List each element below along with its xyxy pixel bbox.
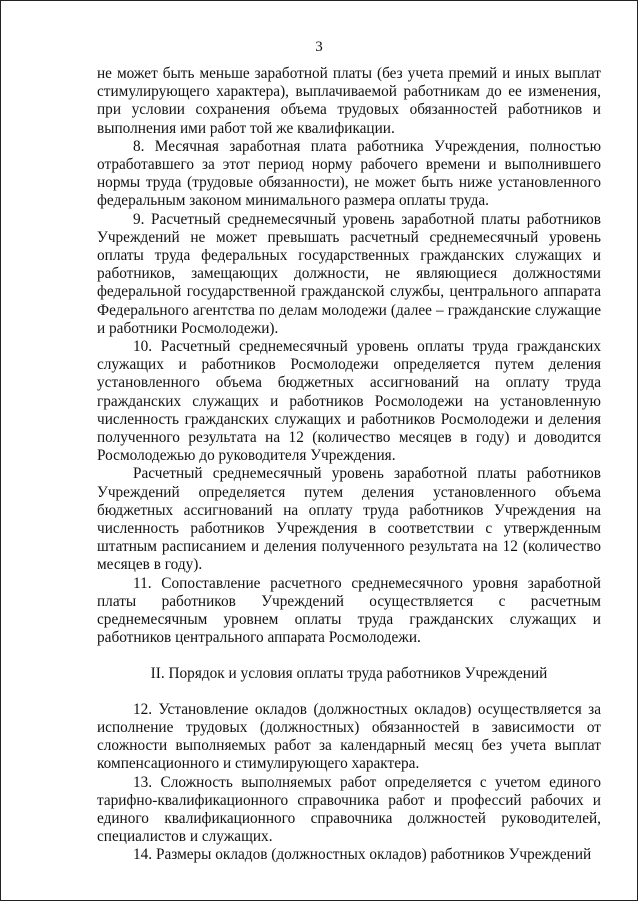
paragraph-13: 13. Сложность выполняемых работ определяется с учетом единого тарифно-квалификационного справочника работ и профессий рабочих и единого квалификационного справочника должностей руководителей, специалистов и служащих. — [97, 773, 601, 846]
paragraph-11: 11. Сопоставление расчетного среднемесячного уровня заработной платы работников Учреждений осуществляется с расчетным среднемесячным уровнем оплаты труда гражданских служащих и работников центрального аппарата Росмолодежи. — [97, 574, 601, 647]
paragraph-10-second: Расчетный среднемесячный уровень заработной платы работников Учреждений определяется путем деления установленного объема бюджетных ассигнований на оплату труда работников Учреждения на численность работников Учреждения в соответствии с утвержденным штатным расписанием и деления полученного результата на 12 (количество месяцев в году). — [97, 465, 601, 574]
paragraph-10: 10. Расчетный среднемесячный уровень оплаты труда гражданских служащих и работников Росмолодежи определяется путем деления установленного объема бюджетных ассигнований на оплату труда гражданских служащих и работников Росмолодежи на установленную численность гражданских служащих и работников Росмолодежи и деления полученного результата на 12 (количество месяцев в году) и доводится Росмолодежью до руководителя Учреждения. — [97, 338, 601, 465]
section-heading: II. Порядок и условия оплаты труда работников Учреждений — [150, 664, 548, 682]
paragraph-12: 12. Установление окладов (должностных окладов) осуществляется за исполнение трудовых (должностных) обязанностей в зависимости от сложности выполняемых работ за календарный месяц без учета выплат компенсационного и стимулирующего характера. — [97, 700, 601, 773]
document-body — [97, 65, 601, 865]
paragraph-8: 8. Месячная заработная плата работника Учреждения, полностью отработавшего за этот период норму рабочего времени и выполнившего нормы труда (трудовые обязанности), не может быть ниже установленного федеральным законом минимального размера оплаты труда. — [97, 137, 601, 210]
paragraph-14: 14. Размеры окладов (должностных окладов) работников Учреждений — [133, 846, 592, 864]
paragraph-continuation: не может быть меньше заработной платы (без учета премий и иных выплат стимулирующего характера), выплачиваемой работникам до ее изменения, при условии сохранения объема трудовых обязанностей работников и выполнения ими работ той же квалификации. — [97, 65, 601, 137]
page-number: 3 — [315, 39, 323, 55]
paragraph-9: 9. Расчетный среднемесячный уровень заработной платы работников Учреждений не может превышать расчетный среднемесячный уровень оплаты труда федеральных государственных гражданских служащих и работников, замещающих должности, не являющиеся должностями федеральной государственной гражданской службы, центрального аппарата Федерального агентства по делам молодежи (далее – гражданские служащие и работники Росмолодежи). — [97, 210, 601, 337]
